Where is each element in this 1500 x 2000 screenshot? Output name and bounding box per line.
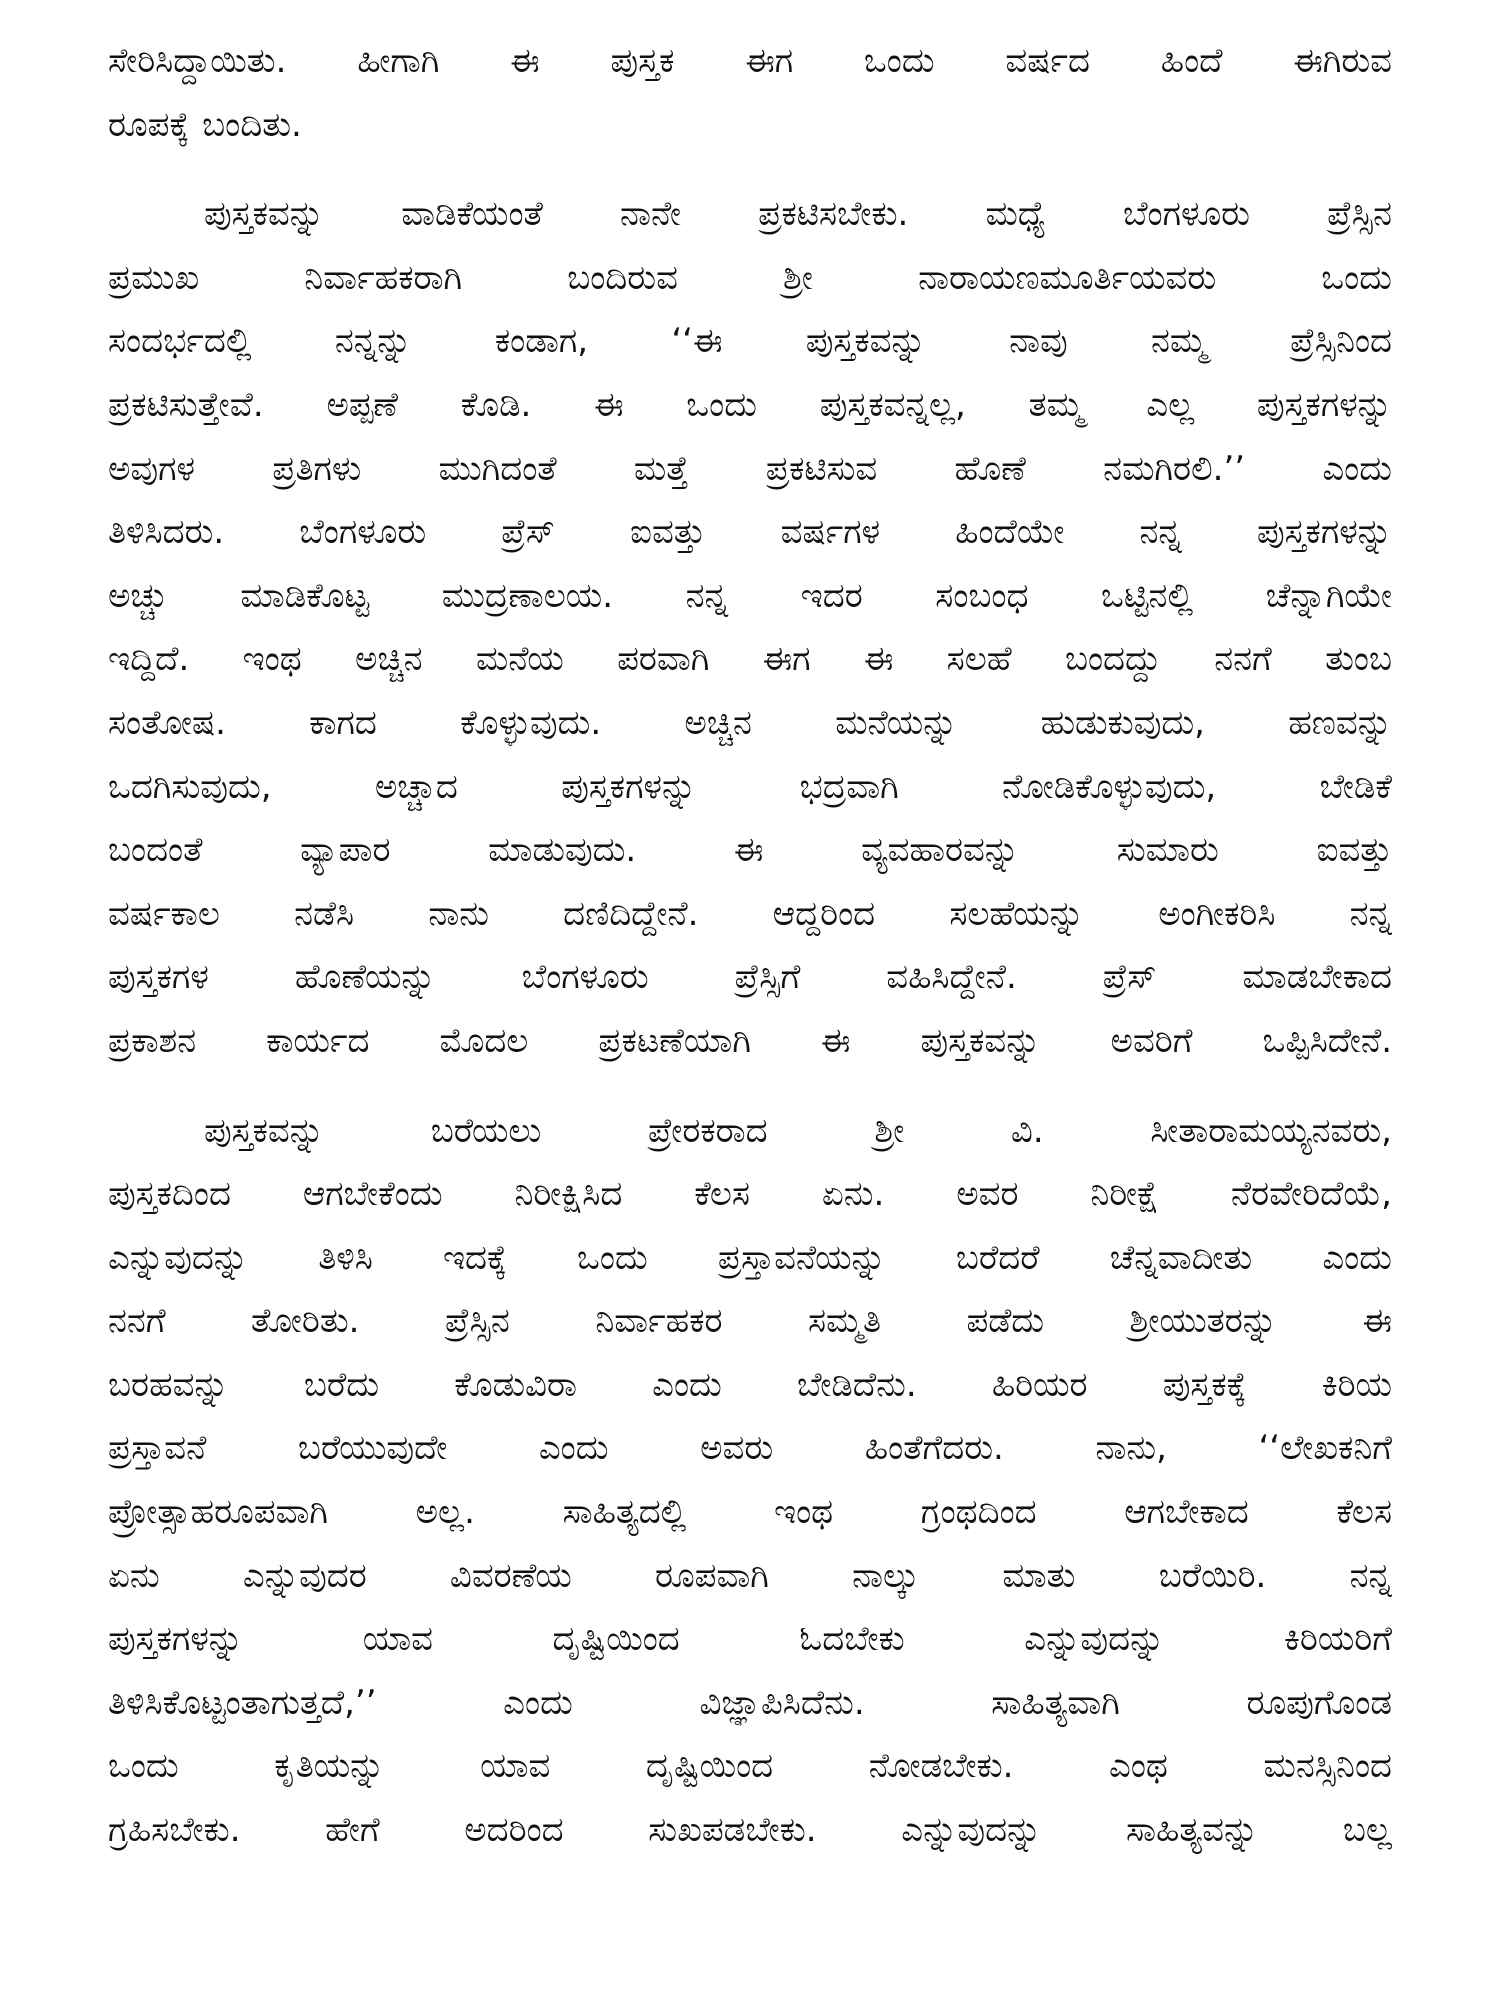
text-line: ತಿಳಿಸಿದರು. ಬೆಂಗಳೂರು ಪ್ರೆಸ್ ಐವತ್ತು ವರ್ಷಗಳ ಹಿಂದೆಯೇ ನನ್ನ ಪುಸ್ತಕಗಳನ್ನು <box>108 512 1392 553</box>
text-line: ಬಂದಂತೆ ವ್ಯಾಪಾರ ಮಾಡುವುದು. ಈ ವ್ಯವಹಾರವನ್ನು ಸುಮಾರು ಐವತ್ತು <box>108 830 1392 871</box>
text-line: ಸೇರಿಸಿದ್ದಾಯಿತು. ಹೀಗಾಗಿ ಈ ಪುಸ್ತಕ ಈಗ ಒಂದು ವರ್ಷದ ಹಿಂದೆ ಈಗಿರುವ <box>108 41 1392 81</box>
text-line: ರೂಪಕ್ಕೆ ಬಂದಿತು. <box>108 104 302 145</box>
text-line: ತಿಳಿಸಿಕೊಟ್ಟಂತಾಗುತ್ತದೆ,’’ ಎಂದು ವಿಜ್ಞಾಪಿಸಿದೆನು. ಸಾಹಿತ್ಯವಾಗಿ ರೂಪುಗೊಂಡ <box>108 1682 1392 1723</box>
text-line: ಪುಸ್ತಕದಿಂದ ಆಗಬೇಕೆಂದು ನಿರೀಕ್ಷಿಸಿದ ಕೆಲಸ ಏನು. ಅವರ ನಿರೀಕ್ಷೆ ನೆರವೇರಿದೆಯೆ, <box>108 1174 1392 1215</box>
text-line: ಪುಸ್ತಕವನ್ನು ವಾಡಿಕೆಯಂತೆ ನಾನೇ ಪ್ರಕಟಿಸಬೇಕು. ಮಧ್ಯೆ ಬೆಂಗಳೂರು ಪ್ರೆಸ್ಸಿನ <box>204 194 1392 235</box>
paragraph-gap <box>108 157 1392 183</box>
text-line: ಪ್ರೋತ್ಸಾಹರೂಪವಾಗಿ ಅಲ್ಲ. ಸಾಹಿತ್ಯದಲ್ಲಿ ಇಂಥ ಗ್ರಂಥದಿಂದ ಆಗಬೇಕಾದ ಕೆಲಸ <box>108 1492 1392 1533</box>
text-line: ಪುಸ್ತಕಗಳನ್ನು ಯಾವ ದೃಷ್ಟಿಯಿಂದ ಓದಬೇಕು ಎನ್ನುವುದನ್ನು ಕಿರಿಯರಿಗೆ <box>108 1619 1392 1660</box>
text-line: ಬರಹವನ್ನು ಬರೆದು ಕೊಡುವಿರಾ ಎಂದು ಬೇಡಿದೆನು. ಹಿರಿಯರ ಪುಸ್ತಕಕ್ಕೆ ಕಿರಿಯ <box>108 1364 1392 1405</box>
paragraph-gap <box>108 1074 1392 1100</box>
paragraph-1 <box>108 30 1392 157</box>
text-line: ಪುಸ್ತಕವನ್ನು ಬರೆಯಲು ಪ್ರೇರಕರಾದ ಶ್ರೀ ವಿ. ಸೀತಾರಾಮಯ್ಯನವರು, <box>204 1110 1392 1151</box>
paragraph-3 <box>108 1100 1392 1863</box>
text-line: ನನಗೆ ತೋರಿತು. ಪ್ರೆಸ್ಸಿನ ನಿರ್ವಾಹಕರ ಸಮ್ಮತಿ ಪಡೆದು ಶ್ರೀಯುತರನ್ನು ಈ <box>108 1301 1392 1342</box>
text-line: ಏನು ಎನ್ನುವುದರ ವಿವರಣೆಯ ರೂಪವಾಗಿ ನಾಲ್ಕು ಮಾತು ಬರೆಯಿರಿ. ನನ್ನ <box>108 1555 1392 1596</box>
text-line: ಪ್ರಮುಖ ನಿರ್ವಾಹಕರಾಗಿ ಬಂದಿರುವ ಶ್ರೀ ನಾರಾಯಣಮೂರ್ತಿಯವರು ಒಂದು <box>108 257 1392 298</box>
text-line: ಅವುಗಳ ಪ್ರತಿಗಳು ಮುಗಿದಂತೆ ಮತ್ತೆ ಪ್ರಕಟಿಸುವ ಹೊಣೆ ನಮಗಿರಲಿ.’’ ಎಂದು <box>108 448 1392 489</box>
text-line: ವರ್ಷಕಾಲ ನಡೆಸಿ ನಾನು ದಣಿದಿದ್ದೇನೆ. ಆದ್ದರಿಂದ ಸಲಹೆಯನ್ನು ಅಂಗೀಕರಿಸಿ ನನ್ನ <box>108 893 1392 934</box>
text-line: ಎನ್ನುವುದನ್ನು ತಿಳಿಸಿ ಇದಕ್ಕೆ ಒಂದು ಪ್ರಸ್ತಾವನೆಯನ್ನು ಬರೆದರೆ ಚೆನ್ನವಾದೀತು ಎಂದು <box>108 1237 1392 1278</box>
text-line: ಅಚ್ಚು ಮಾಡಿಕೊಟ್ಟ ಮುದ್ರಣಾಲಯ. ನನ್ನ ಇದರ ಸಂಬಂಧ ಒಟ್ಟಿನಲ್ಲಿ ಚೆನ್ನಾಗಿಯೇ <box>108 575 1392 616</box>
text-line: ಒಂದು ಕೃತಿಯನ್ನು ಯಾವ ದೃಷ್ಟಿಯಿಂದ ನೋಡಬೇಕು. ಎಂಥ ಮನಸ್ಸಿನಿಂದ <box>108 1746 1392 1787</box>
text-line: ಇದ್ದಿದೆ. ಇಂಥ ಅಚ್ಚಿನ ಮನೆಯ ಪರವಾಗಿ ಈಗ ಈ ಸಲಹೆ ಬಂದದ್ದು ನನಗೆ ತುಂಬ <box>108 639 1392 680</box>
text-line: ಪ್ರಕಟಿಸುತ್ತೇವೆ. ಅಪ್ಪಣೆ ಕೊಡಿ. ಈ ಒಂದು ಪುಸ್ತಕವನ್ನಲ್ಲ, ತಮ್ಮ ಎಲ್ಲ ಪುಸ್ತಕಗಳನ್ನು <box>108 384 1392 425</box>
paragraph-2 <box>108 183 1392 1073</box>
text-line: ಪ್ರಸ್ತಾವನೆ ಬರೆಯುವುದೇ ಎಂದು ಅವರು ಹಿಂತೆಗೆದರು. ನಾನು, ‘‘ಲೇಖಕನಿಗೆ <box>108 1428 1392 1469</box>
text-line: ಸಂತೋಷ. ಕಾಗದ ಕೊಳ್ಳುವುದು. ಅಚ್ಚಿನ ಮನೆಯನ್ನು ಹುಡುಕುವುದು, ಹಣವನ್ನು <box>108 702 1392 743</box>
text-line: ಪುಸ್ತಕಗಳ ಹೊಣೆಯನ್ನು ಬೆಂಗಳೂರು ಪ್ರೆಸ್ಸಿಗೆ ವಹಿಸಿದ್ದೇನೆ. ಪ್ರೆಸ್ ಮಾಡಬೇಕಾದ <box>108 957 1392 998</box>
text-line: ಸಂದರ್ಭದಲ್ಲಿ ನನ್ನನ್ನು ಕಂಡಾಗ, ‘‘ಈ ಪುಸ್ತಕವನ್ನು ನಾವು ನಮ್ಮ ಪ್ರೆಸ್ಸಿನಿಂದ <box>108 321 1392 362</box>
text-line: ಒದಗಿಸುವುದು, ಅಚ್ಚಾದ ಪುಸ್ತಕಗಳನ್ನು ಭದ್ರವಾಗಿ ನೋಡಿಕೊಳ್ಳುವುದು, ಬೇಡಿಕೆ <box>108 766 1392 807</box>
text-line: ಗ್ರಹಿಸಬೇಕು. ಹೇಗೆ ಅದರಿಂದ ಸುಖಪಡಬೇಕು. ಎನ್ನುವುದನ್ನು ಸಾಹಿತ್ಯವನ್ನು ಬಲ್ಲ <box>108 1810 1392 1851</box>
text-line: ಪ್ರಕಾಶನ ಕಾರ್ಯದ ಮೊದಲ ಪ್ರಕಟಣೆಯಾಗಿ ಈ ಪುಸ್ತಕವನ್ನು ಅವರಿಗೆ ಒಪ್ಪಿಸಿದೇನೆ. <box>108 1020 1392 1061</box>
